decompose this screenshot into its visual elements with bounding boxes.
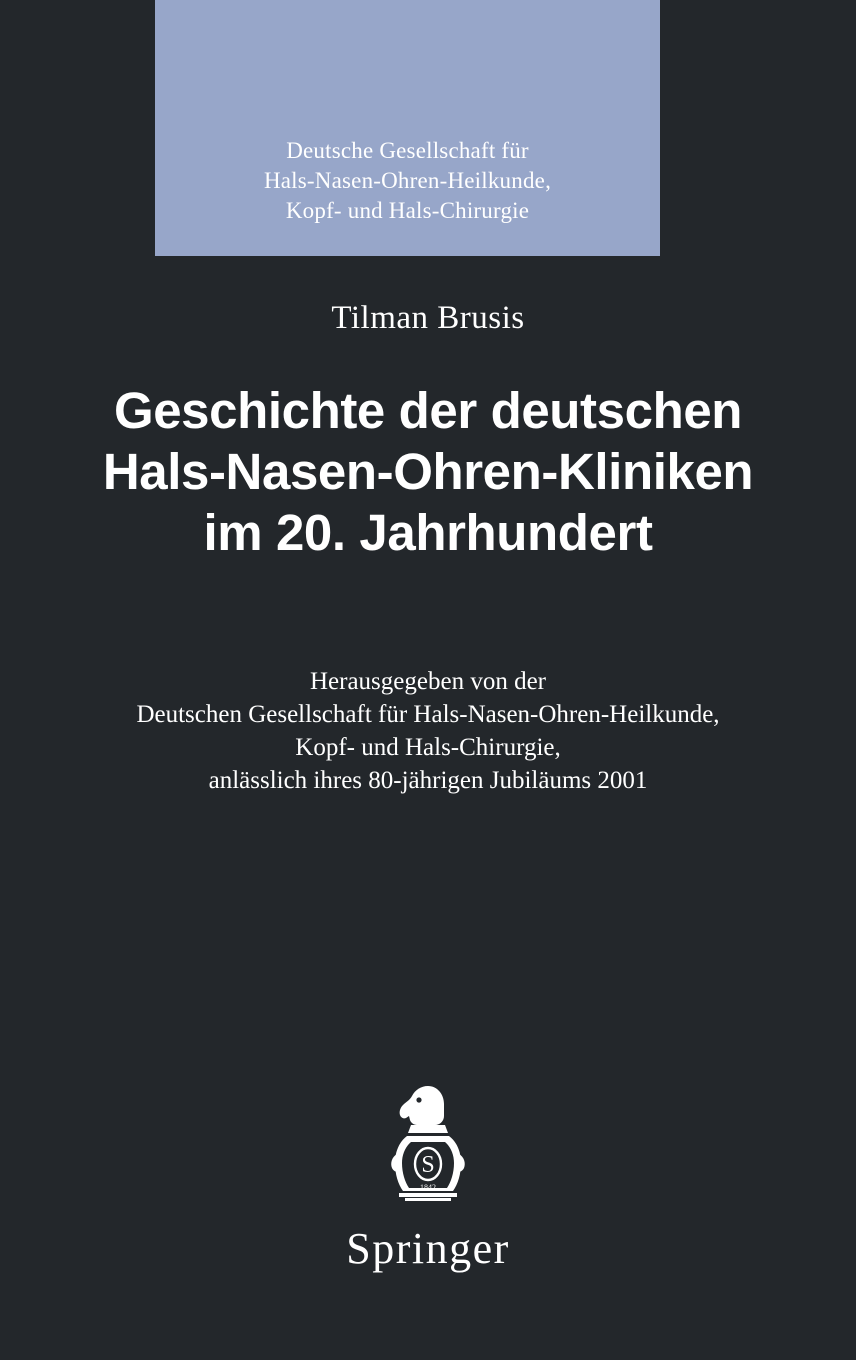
editor-note-line-4: anlässlich ihres 80-jährigen Jubiläums 2001: [208, 767, 648, 794]
book-title-line-1: Geschichte der deutschen: [113, 382, 743, 439]
book-title-line-2: Hals-Nasen-Ohren-Kliniken: [102, 443, 754, 500]
editor-note-line-3: Kopf- und Hals-Chirurgie,: [295, 734, 561, 761]
editor-note-line-1: Herausgegeben von der: [309, 668, 546, 695]
society-banner-line-1: Deutsche Gesellschaft für: [286, 138, 529, 163]
book-title-line-3: im 20. Jahrhundert: [203, 504, 653, 561]
society-banner-line-3: Kopf- und Hals-Chirurgie: [285, 198, 530, 223]
publisher-name: Springer: [346, 1224, 510, 1273]
editor-note-line-2: Deutschen Gesellschaft für Hals-Nasen-Ohren-Heilkunde,: [136, 701, 720, 728]
author-name: Tilman Brusis: [331, 300, 525, 336]
book-title: [0, 380, 856, 563]
society-banner: [155, 0, 660, 256]
editor-note: [0, 665, 856, 797]
springer-knight-logo-icon: [373, 1080, 483, 1210]
svg-text:S: S: [421, 1152, 435, 1178]
publisher-logo-block: [0, 1080, 856, 1274]
svg-text:1842: 1842: [420, 1183, 436, 1192]
society-banner-line-2: Hals-Nasen-Ohren-Heilkunde,: [263, 168, 552, 193]
